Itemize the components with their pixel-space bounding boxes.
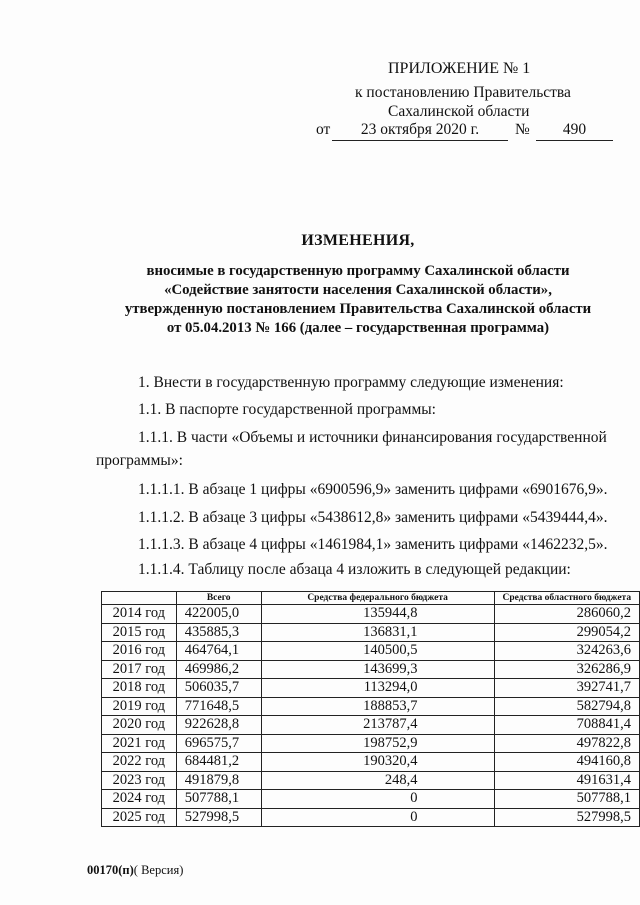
regional-cell: 286060,2 [494, 605, 639, 624]
year-cell: 2014 год [102, 605, 177, 624]
paragraph-1-1-1-1: 1.1.1.1. В абзаце 1 цифры «6900596,9» заменить цифрами «6901676,9». [138, 481, 608, 498]
subtitle-line: утвержденную постановлением Правительства Сахалинской области [124, 301, 592, 317]
total-cell: 422005,0 [176, 605, 261, 624]
region-name: Сахалинской области [388, 103, 530, 120]
total-cell: 506035,7 [176, 679, 261, 698]
header-total: Всего [176, 592, 261, 605]
federal-cell: 140500,5 [261, 642, 494, 661]
subtitle-line: вносимые в государственную программу Сахалинской области [146, 263, 570, 279]
federal-cell: 135944,8 [261, 605, 494, 624]
total-cell: 491879,8 [176, 771, 261, 790]
regional-cell: 326286,9 [494, 660, 639, 679]
regional-cell: 497822,8 [494, 734, 639, 753]
table-row [102, 642, 640, 661]
table-row [102, 790, 640, 809]
federal-cell: 213787,4 [261, 716, 494, 735]
total-cell: 435885,3 [176, 623, 261, 642]
year-cell: 2015 год [102, 623, 177, 642]
year-cell: 2018 год [102, 679, 177, 698]
total-cell: 527998,5 [176, 808, 261, 827]
total-cell: 507788,1 [176, 790, 261, 809]
header-year [102, 592, 177, 605]
regional-cell: 507788,1 [494, 790, 639, 809]
federal-cell: 0 [261, 790, 494, 809]
resolution-reference: к постановлению Правительства [355, 84, 571, 101]
table-header-row [102, 592, 640, 605]
federal-cell: 0 [261, 808, 494, 827]
table-row [102, 808, 640, 827]
total-cell: 684481,2 [176, 753, 261, 772]
subtitle-line: «Содействие занятости населения Сахалинской области», [164, 282, 552, 298]
number-label: № [515, 121, 530, 138]
year-cell: 2017 год [102, 660, 177, 679]
resolution-date: 23 октября 2020 г. [332, 121, 508, 141]
paragraph-1-1-1-4: 1.1.1.4. Таблицу после абзаца 4 изложить в следующей редакции: [138, 561, 571, 578]
regional-cell: 491631,4 [494, 771, 639, 790]
year-cell: 2019 год [102, 697, 177, 716]
total-cell: 696575,7 [176, 734, 261, 753]
table-row [102, 697, 640, 716]
regional-cell: 582794,8 [494, 697, 639, 716]
federal-cell: 198752,9 [261, 734, 494, 753]
header-federal: Средства федерального бюджета [261, 592, 494, 605]
paragraph-1-1-1-continuation: программы»: [96, 452, 183, 469]
appendix-title: ПРИЛОЖЕНИЕ № 1 [388, 60, 531, 77]
federal-cell: 143699,3 [261, 660, 494, 679]
year-cell: 2025 год [102, 808, 177, 827]
table-body [102, 605, 640, 827]
document-subtitle [40, 262, 640, 338]
year-cell: 2020 год [102, 716, 177, 735]
paragraph-1-1: 1.1. В паспорте государственной программы: [138, 401, 436, 418]
table-row [102, 753, 640, 772]
from-label: от [316, 121, 331, 138]
total-cell: 469986,2 [176, 660, 261, 679]
year-cell: 2023 год [102, 771, 177, 790]
subtitle-line: от 05.04.2013 № 166 (далее – государственная программа) [166, 320, 550, 336]
paragraph-1-1-1-2: 1.1.1.2. В абзаце 3 цифры «5438612,8» заменить цифрами «5439444,4». [138, 509, 608, 526]
table-row [102, 734, 640, 753]
paragraph-1-1-1-3: 1.1.1.3. В абзаце 4 цифры «1461984,1» заменить цифрами «1462232,5». [138, 536, 608, 553]
regional-cell: 299054,2 [494, 623, 639, 642]
federal-cell: 136831,1 [261, 623, 494, 642]
table-row [102, 679, 640, 698]
year-cell: 2024 год [102, 790, 177, 809]
total-cell: 464764,1 [176, 642, 261, 661]
footer-document-code [87, 863, 183, 878]
year-cell: 2021 год [102, 734, 177, 753]
table-row [102, 623, 640, 642]
document-code: 00170(п) [87, 863, 134, 877]
total-cell: 771648,5 [176, 697, 261, 716]
paragraph-1: 1. Внести в государственную программу следующие изменения: [138, 374, 564, 391]
federal-cell: 248,4 [261, 771, 494, 790]
year-cell: 2022 год [102, 753, 177, 772]
table-row [102, 660, 640, 679]
federal-cell: 190320,4 [261, 753, 494, 772]
federal-cell: 113294,0 [261, 679, 494, 698]
regional-cell: 392741,7 [494, 679, 639, 698]
document-version: ( Версия) [133, 863, 184, 877]
year-cell: 2016 год [102, 642, 177, 661]
document-title: ИЗМЕНЕНИЯ, [301, 232, 415, 249]
paragraph-1-1-1: 1.1.1. В части «Объемы и источники финансирования государственной [138, 429, 607, 446]
regional-cell: 494160,8 [494, 753, 639, 772]
header-regional: Средства областного бюджета [494, 592, 639, 605]
regional-cell: 324263,6 [494, 642, 639, 661]
table-row [102, 771, 640, 790]
regional-cell: 527998,5 [494, 808, 639, 827]
financing-table [101, 591, 640, 827]
federal-cell: 188853,7 [261, 697, 494, 716]
table-row [102, 605, 640, 624]
total-cell: 922628,8 [176, 716, 261, 735]
resolution-number: 490 [536, 121, 613, 141]
table-row [102, 716, 640, 735]
regional-cell: 708841,4 [494, 716, 639, 735]
